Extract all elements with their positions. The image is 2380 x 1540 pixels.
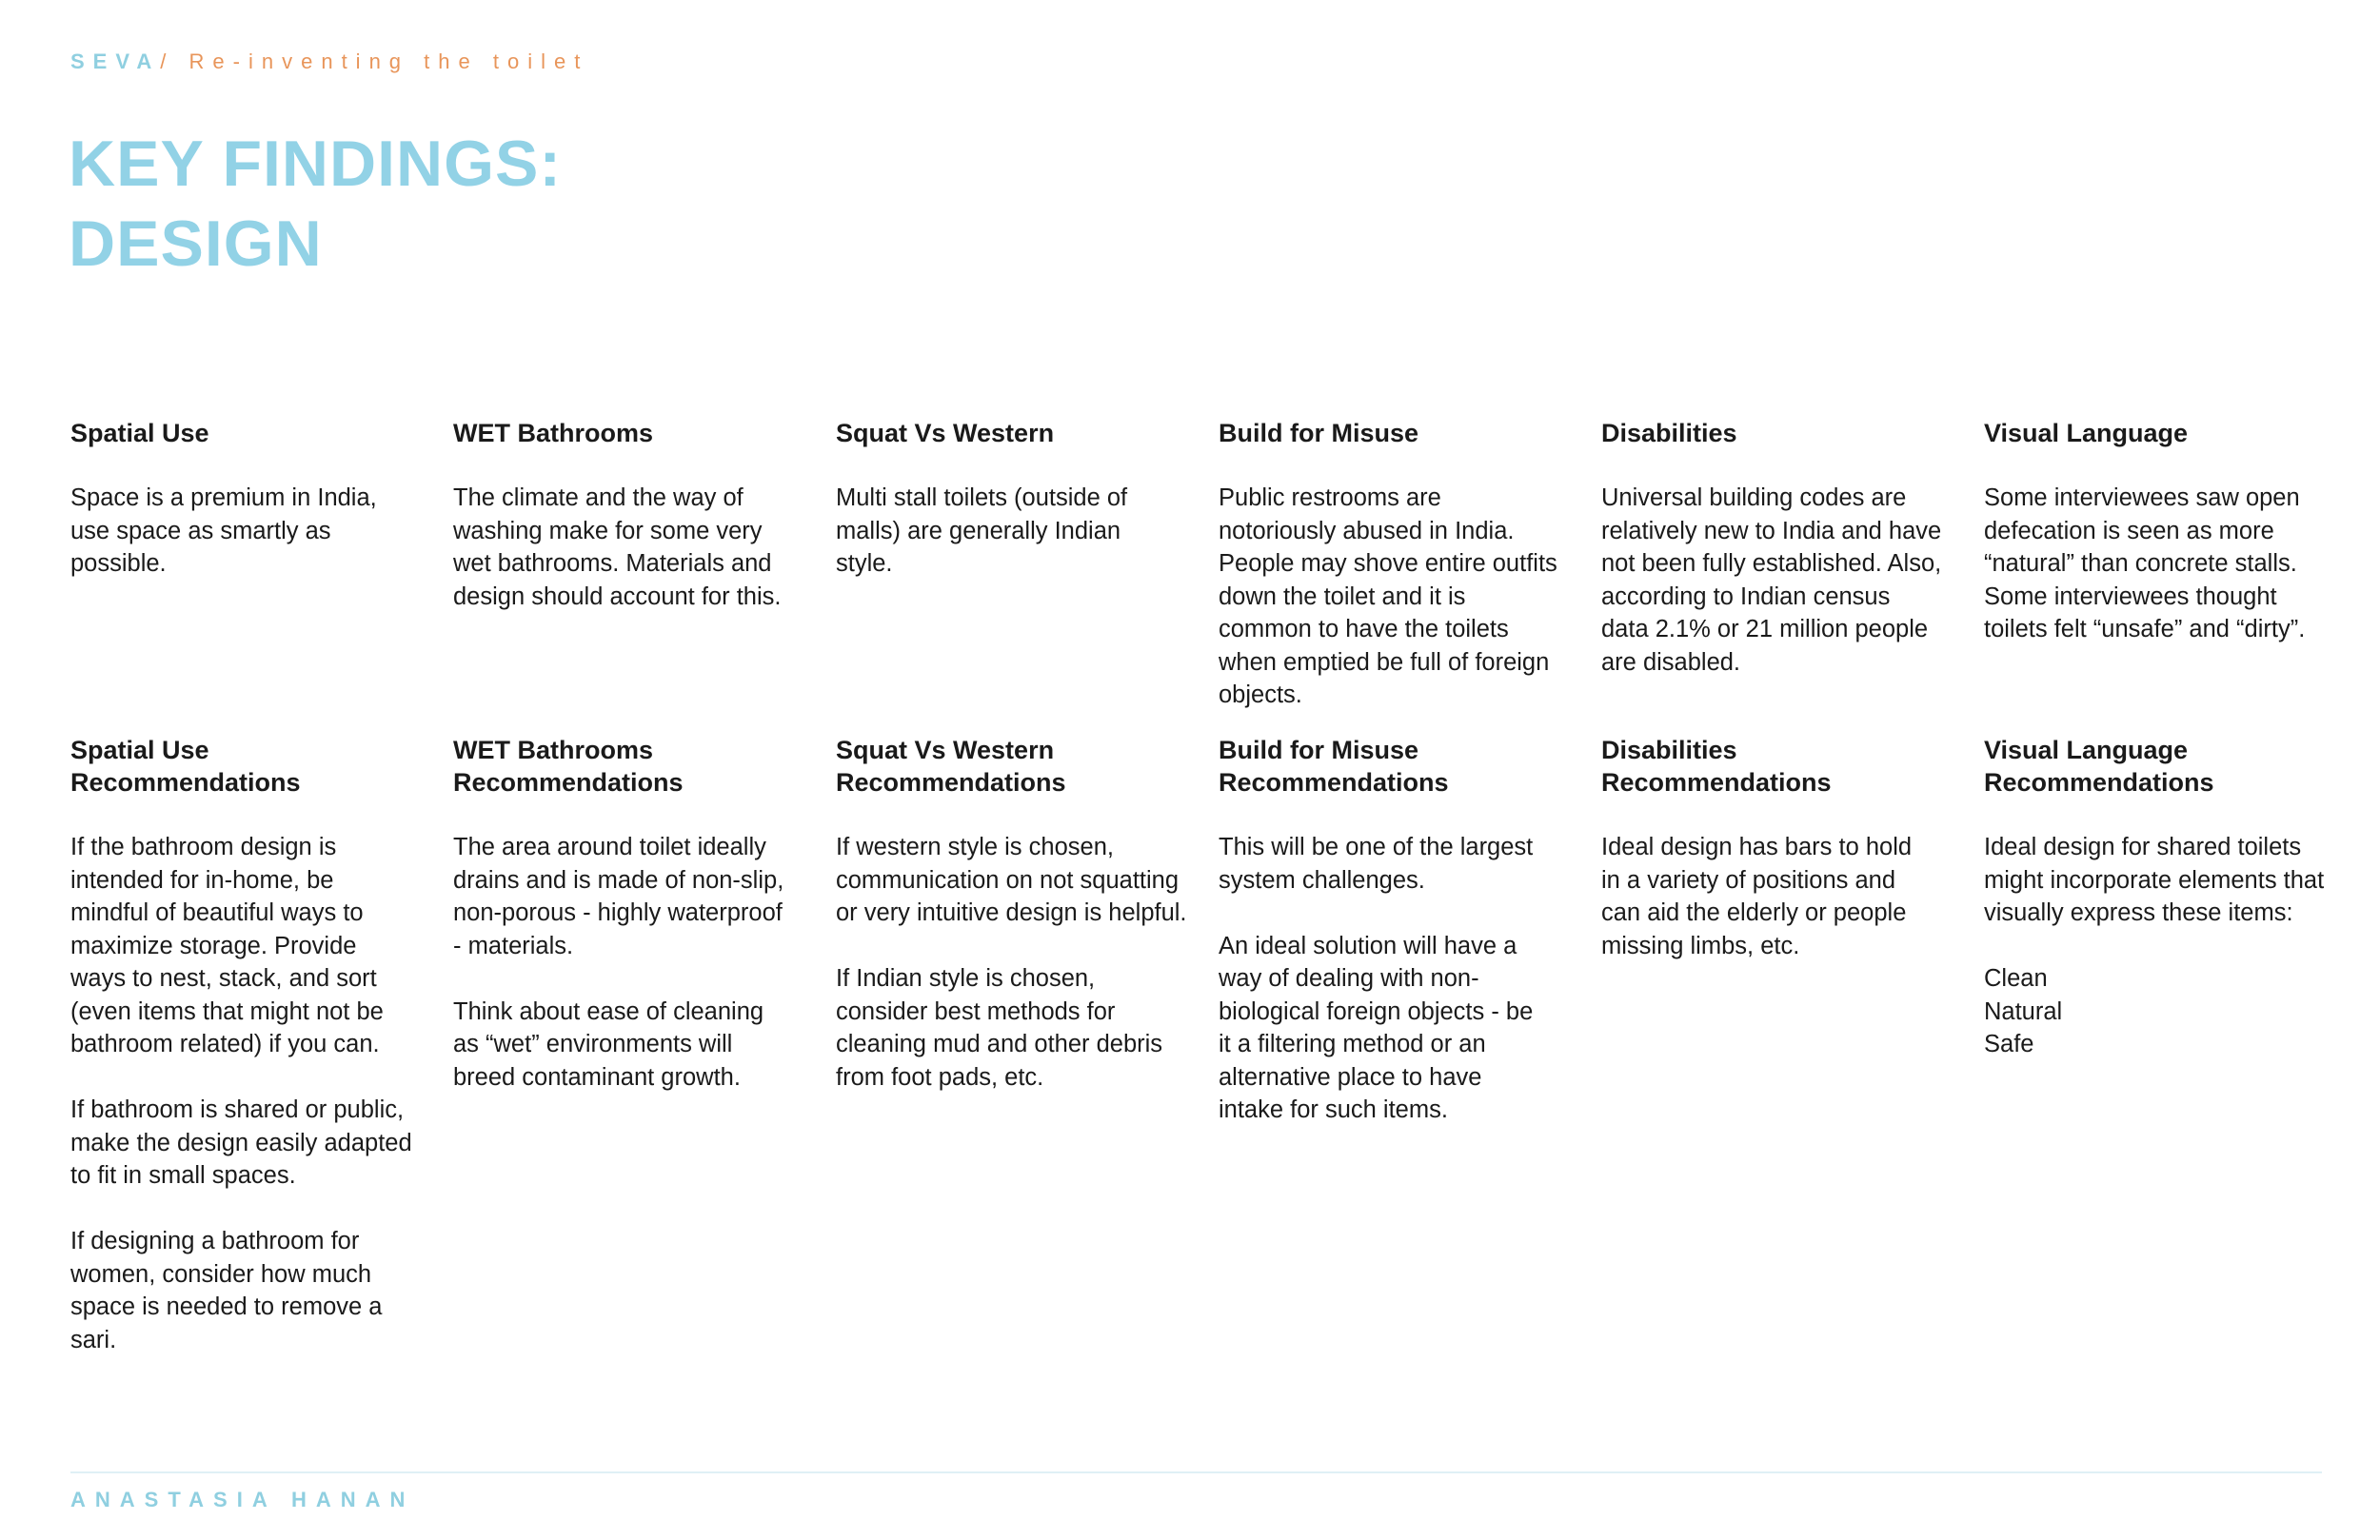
recommendation-paragraph: Ideal design for shared toilets might incorporate elements that visually express these items: (1984, 834, 2325, 926)
recommendation-heading-label: Recommendations (453, 768, 684, 797)
finding-build-for-misuse (1219, 417, 1561, 712)
footer-author: ANASTASIA HANAN (70, 1488, 415, 1511)
finding-heading: Squat Vs Western (836, 419, 1055, 447)
recommendation-heading (70, 734, 413, 799)
page-title-line-1: KEY FINDINGS: (69, 128, 563, 200)
finding-wet-bathrooms (453, 417, 796, 613)
recommendation-paragraph: If the bathroom design is intended for in-home, be mindful of beautiful ways to maximize storage. Provide ways to nest, stack, and sort (even items that might not be bathroom related) if you can. (70, 834, 384, 1057)
recommendation-paragraph: If designing a bathroom for women, consider how much space is needed to remove a sari. (70, 1228, 383, 1353)
finding-body: Multi stall toilets (outside of malls) are generally Indian style. (836, 484, 1128, 577)
brand-name: SEVA (70, 49, 161, 73)
recommendation-heading-topic: Build for Misuse (1219, 736, 1419, 764)
recommendation-paragraph: This will be one of the largest system challenges. (1219, 834, 1534, 894)
finding-heading: Disabilities (1601, 419, 1737, 447)
recommendation-spatial-use (70, 734, 413, 1356)
recommendation-heading-topic: Visual Language (1984, 736, 2189, 764)
finding-disabilities (1601, 417, 1944, 679)
finding-spatial-use (70, 417, 413, 581)
recommendation-heading-topic: Disabilities (1601, 736, 1737, 764)
recommendation-paragraph: If western style is chosen, communication on not squatting or very intuitive design is helpful. (836, 834, 1187, 926)
visual-qualities-list (1984, 962, 2336, 1061)
list-item: Safe (1984, 1031, 2034, 1057)
footer-divider (70, 1471, 2322, 1473)
finding-heading: WET Bathrooms (453, 419, 654, 447)
recommendation-paragraph: The area around toilet ideally drains and is made of non-slip, non-porous - highly waterproof - materials. (453, 834, 784, 959)
recommendation-squat-vs-western (836, 734, 1187, 1094)
finding-body: Some interviewees saw open defecation is seen as more “natural” than concrete stalls. Some interviewees thought toilets felt “unsafe” and “dirty”. (1984, 484, 2306, 642)
header-subtitle: Re-inventing the toilet (188, 49, 589, 73)
finding-heading: Build for Misuse (1219, 419, 1419, 447)
recommendation-heading (836, 734, 1179, 799)
finding-squat-vs-western (836, 417, 1179, 581)
recommendation-heading-label: Recommendations (1984, 768, 2214, 797)
finding-heading: Spatial Use (70, 419, 209, 447)
recommendation-paragraph: If bathroom is shared or public, make the design easily adapted to fit in small spaces. (70, 1096, 412, 1189)
recommendation-paragraph: Think about ease of cleaning as “wet” environments will breed contaminant growth. (453, 997, 764, 1091)
recommendation-paragraph: An ideal solution will have a way of dealing with non-biological foreign objects - be it a filtering method or an alternative place to have intake for such items. (1219, 932, 1534, 1123)
finding-body: Space is a premium in India, use space as smartly as possible. (70, 484, 377, 577)
recommendation-paragraph: Ideal design has bars to hold in a variety of positions and can aid the elderly or people missing limbs, etc. (1601, 834, 1913, 959)
recommendation-heading-topic: Squat Vs Western (836, 736, 1055, 764)
recommendation-heading (1601, 734, 1944, 799)
finding-visual-language (1984, 417, 2327, 646)
recommendation-heading-topic: Spatial Use (70, 736, 209, 764)
recommendation-heading (453, 734, 796, 799)
page-title-line-2: DESIGN (69, 207, 323, 280)
recommendation-wet-bathrooms (453, 734, 796, 1094)
recommendation-build-for-misuse (1219, 734, 1561, 1127)
recommendation-heading-label: Recommendations (70, 768, 301, 797)
finding-heading: Visual Language (1984, 419, 2189, 447)
recommendation-heading-topic: WET Bathrooms (453, 736, 654, 764)
document-header (70, 49, 588, 74)
recommendation-visual-language (1984, 734, 2327, 1061)
header-separator: / (160, 49, 175, 73)
recommendation-heading (1984, 734, 2327, 799)
page-title (69, 124, 562, 284)
list-item: Natural (1984, 997, 2063, 1025)
finding-body: Universal building codes are relatively new to India and have not been fully established. Also, according to Indian census data 2.1% or 21 million people are disabled. (1601, 484, 1942, 676)
recommendation-disabilities (1601, 734, 1944, 962)
recommendation-paragraph: If Indian style is chosen, consider best methods for cleaning mud and other debris from foot pads, etc. (836, 965, 1163, 1091)
list-item: Clean (1984, 965, 2048, 992)
recommendation-heading-label: Recommendations (1601, 768, 1832, 797)
finding-body: Public restrooms are notoriously abused in India. People may shove entire outfits down the toilet and it is common to have the toilets when emptied be full of foreign objects. (1219, 484, 1557, 708)
recommendation-heading-label: Recommendations (1219, 768, 1449, 797)
recommendation-heading-label: Recommendations (836, 768, 1066, 797)
recommendation-heading (1219, 734, 1561, 799)
finding-body: The climate and the way of washing make for some very wet bathrooms. Materials and design should account for this. (453, 484, 782, 610)
